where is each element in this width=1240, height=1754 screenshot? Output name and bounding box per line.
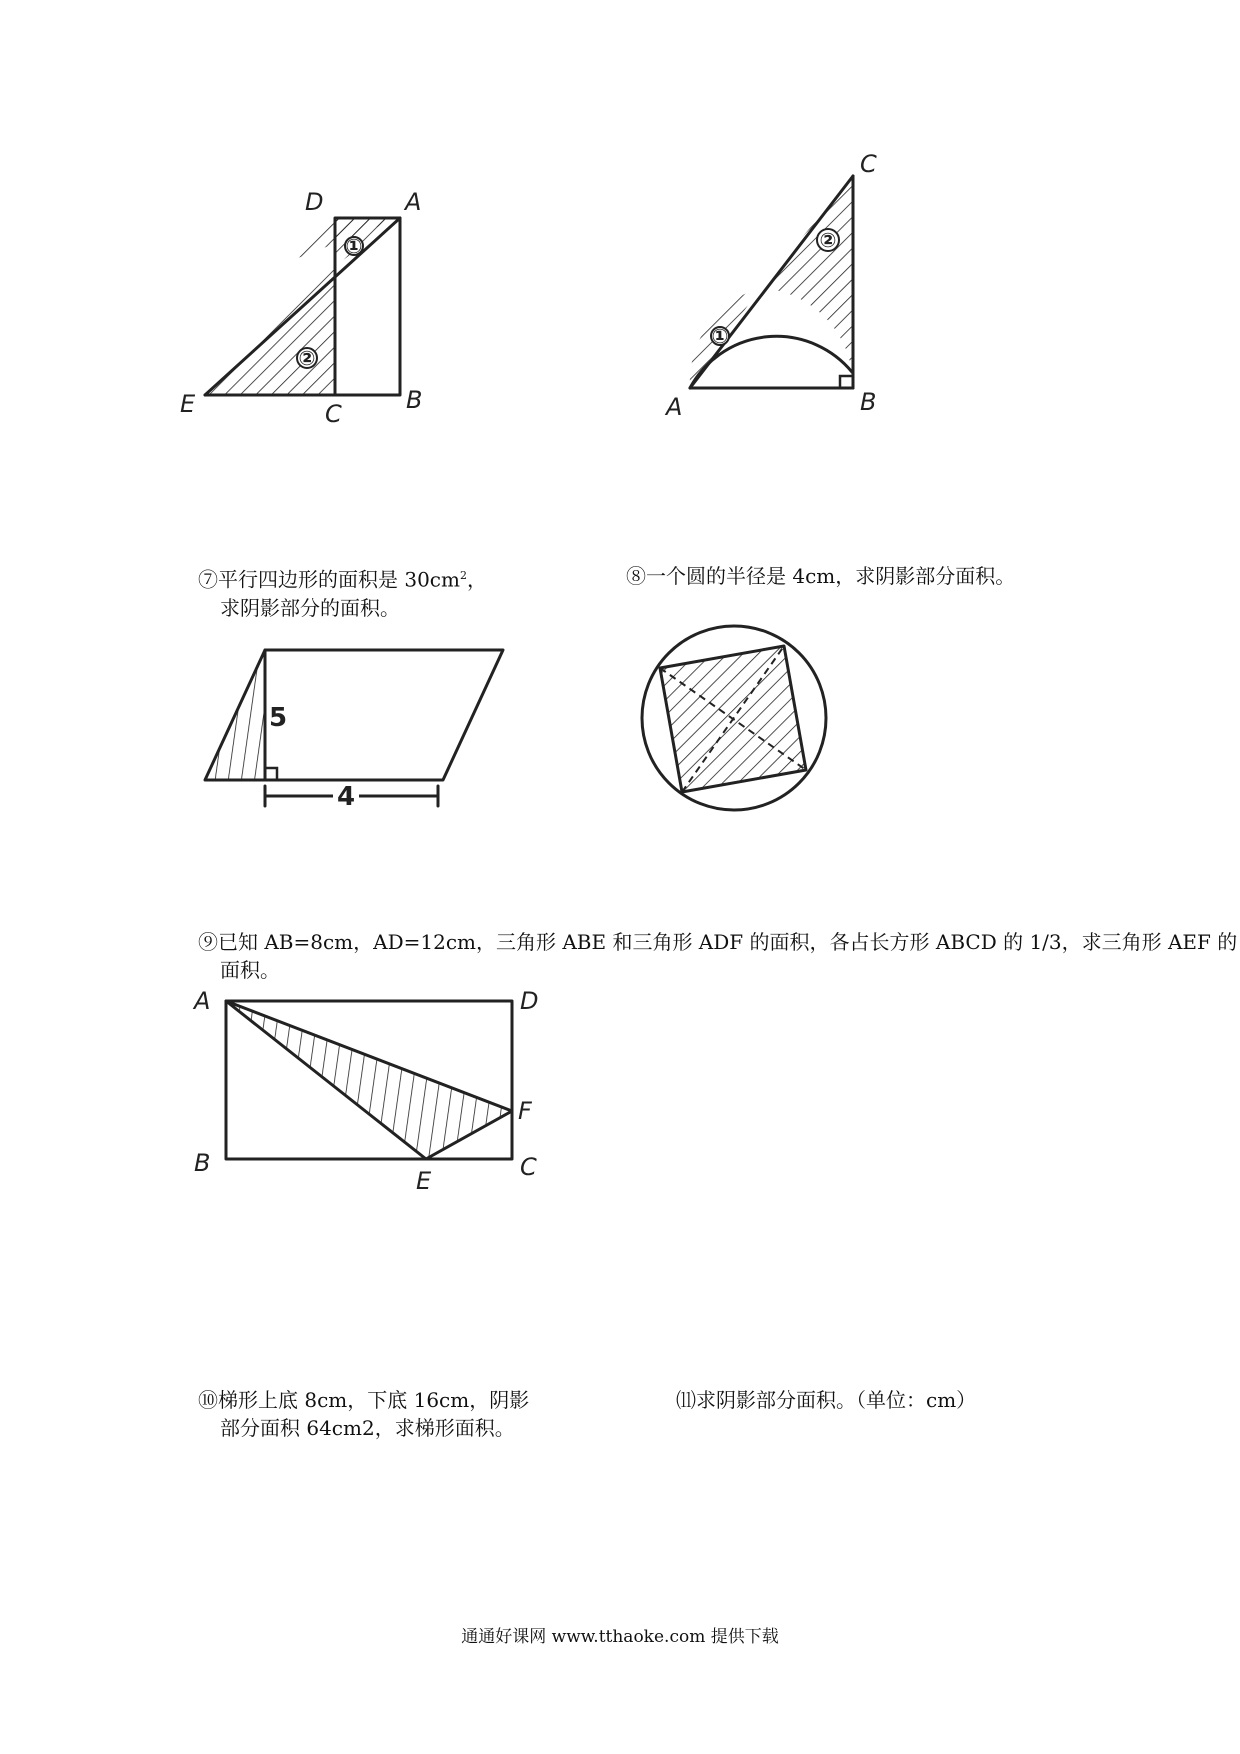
figure-rectangle-diagonal: [180, 188, 440, 428]
figure-triangle-semicircle: [660, 150, 910, 421]
figure-rectangle-triangle-aef: [190, 985, 560, 1205]
figure-2-svg: [660, 150, 910, 421]
point-label-e: E: [416, 1167, 432, 1195]
point-label-e: E: [180, 390, 196, 418]
figure-parallelogram: [195, 640, 515, 820]
point-label-d: D: [520, 987, 539, 1015]
point-label-f: F: [518, 1097, 532, 1125]
problem-9-line-1: ⑨已知 AB=8cm，AD=12cm，三角形 ABE 和三角形 ADF 的面积，各占长方形 ABCD 的 1/3，求三角形 AEF 的: [198, 930, 1238, 954]
problem-10-line-1: ⑩梯形上底 8cm，下底 16cm，阴影: [198, 1388, 530, 1412]
point-label-a: A: [666, 393, 683, 421]
point-label-c: C: [325, 400, 342, 428]
point-label-b: B: [860, 388, 877, 416]
problem-7-superscript: 2: [459, 569, 467, 582]
problem-11-line-1: ⑾求阴影部分面积。（单位：cm）: [676, 1388, 977, 1412]
height-label: 5: [269, 703, 288, 733]
point-label-a: A: [194, 987, 211, 1015]
right-angle-mark: [265, 768, 277, 780]
problem-9-text: [198, 928, 1237, 984]
point-label-a: A: [405, 188, 422, 216]
region-label-2: ②: [819, 228, 837, 252]
right-angle-mark: [840, 376, 853, 388]
problem-10-line-2: 部分面积 64cm2，求梯形面积。: [220, 1416, 515, 1440]
footer-credit: 通通好课网 www.tthaoke.com 提供下载: [461, 1627, 779, 1647]
point-label-d: D: [305, 188, 324, 216]
region-label-2: ②: [298, 346, 316, 370]
point-label-c: C: [520, 1153, 537, 1181]
problem-11-text: [676, 1386, 976, 1414]
figure-circle-square: [636, 620, 836, 820]
problem-7-text: [198, 562, 487, 622]
figure-1-svg: [180, 188, 440, 428]
problem-7-line-2: 求阴影部分的面积。: [220, 595, 400, 620]
problem-8-text: [626, 562, 1015, 590]
figure-9-svg: [190, 985, 560, 1205]
problem-7-line-1-end: ，: [466, 567, 487, 592]
problem-8-line-1: ⑧一个圆的半径是 4cm，求阴影部分面积。: [626, 564, 1016, 588]
point-label-b: B: [194, 1149, 211, 1177]
problem-7-line-1: ⑦平行四边形的面积是 30cm: [198, 567, 460, 592]
problem-10-text: [198, 1386, 529, 1442]
figure-7-svg: [195, 640, 515, 820]
base-label: 4: [336, 782, 356, 812]
figure-8-svg: [636, 620, 836, 820]
problem-9-line-2: 面积。: [220, 958, 280, 982]
region-label-1: ①: [711, 324, 729, 348]
point-label-b: B: [406, 386, 423, 414]
region-label-1: ①: [345, 234, 363, 258]
point-label-c: C: [860, 150, 877, 178]
